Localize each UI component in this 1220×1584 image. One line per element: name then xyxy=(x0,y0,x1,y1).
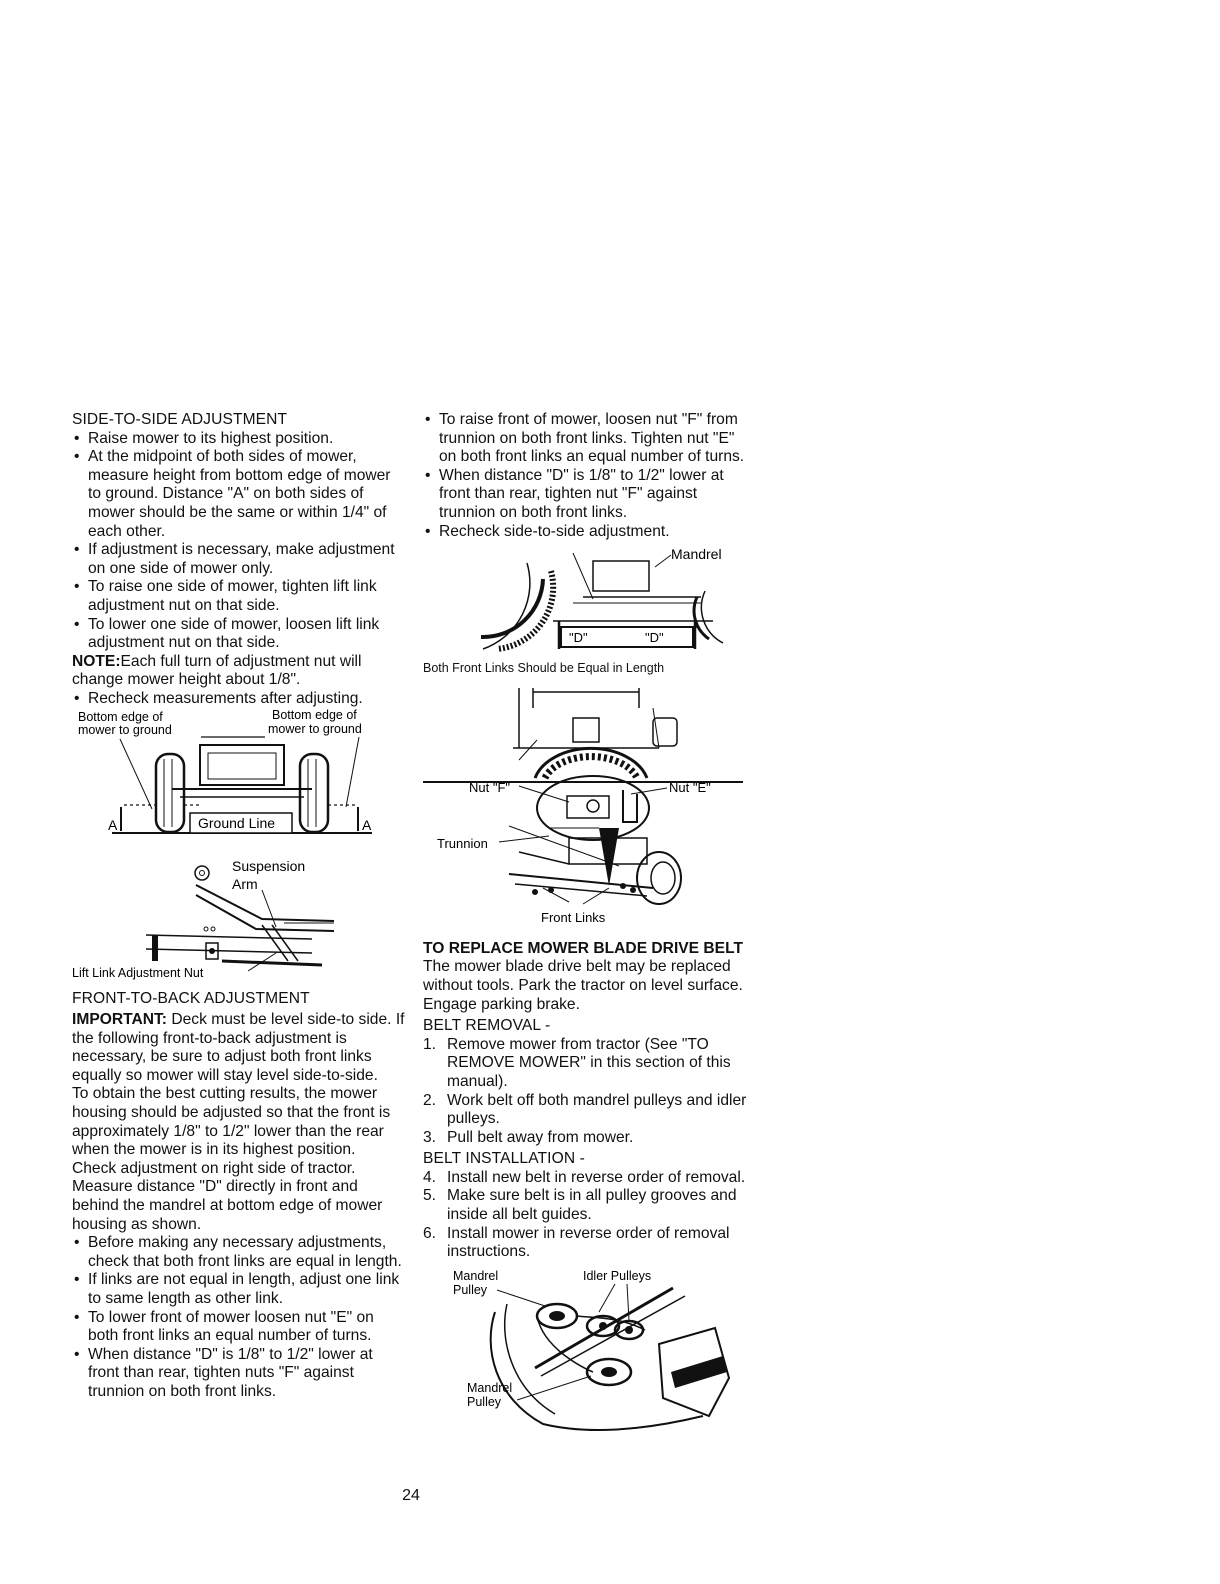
side-to-side-list xyxy=(72,430,407,653)
fig1-label-left-2: mower to ground xyxy=(78,722,172,737)
fig1-label-left-1: Bottom edge of xyxy=(78,709,163,724)
equal-links-caption: Both Front Links Should be Equal in Length xyxy=(423,661,665,676)
fig1-label-right-2: mower to ground xyxy=(268,721,362,736)
side-to-side-heading: SIDE-TO-SIDE ADJUSTMENT xyxy=(72,411,288,428)
nut-e-label: Nut "E" xyxy=(669,779,711,795)
check-adjustment-paragraph: Check adjustment on right side of tractor. Measure distance "D" directly in front and behind the mandrel at bottom edge of mower housing as shown. xyxy=(72,1159,383,1233)
list-item: • Before making any necessary adjustments, check that both front links are equal in length. xyxy=(72,1234,407,1271)
mandrel-pulley-top-label-2: Pulley xyxy=(453,1282,488,1297)
list-item: • If links are not equal in length, adjust one link to same length as other link. xyxy=(72,1271,407,1308)
list-item: 5. Make sure belt is in all pulley grooves and inside all belt guides. xyxy=(423,1187,737,1224)
front-links-figure xyxy=(423,678,753,954)
note-text: Each full turn of adjustment nut will change mower height about 1/8". xyxy=(72,652,362,689)
ground-line-label: Ground Line xyxy=(198,814,276,831)
important-text: Deck must be level side-to side. If the following front-to-back adjustment is necessary, be sure to adjust both front links equally so mower will stay level side-to-side. xyxy=(72,1011,405,1084)
list-item: • Raise mower to its highest position. xyxy=(72,430,407,449)
replace-belt-heading: TO REPLACE MOWER BLADE DRIVE BELT xyxy=(423,939,743,957)
suspension-arm-figure xyxy=(72,857,407,982)
fig1-label-right-1: Bottom edge of xyxy=(272,708,357,722)
mandrel-distance-figure xyxy=(423,541,753,659)
list-item: 2. Work belt off both mandrel pulleys and idler pulleys. xyxy=(423,1091,747,1128)
front-links-label: Front Links xyxy=(541,909,606,925)
note-label: NOTE: xyxy=(72,652,121,670)
list-item: 4. Install new belt in reverse order of removal. xyxy=(423,1168,746,1186)
suspension-arm-label-1: Suspension xyxy=(232,857,306,874)
list-item: 6. Install mower in reverse order of removal instructions. xyxy=(423,1224,730,1261)
mandrel-pulley-bottom-label-1: Mandrel xyxy=(467,1380,513,1395)
list-item: • At the midpoint of both sides of mower, measure height from bottom edge of mower to ground. Distance "A" on both sides of mower should be the same or within 1/4" of each other. xyxy=(72,448,407,541)
page-number: 24 xyxy=(402,1487,420,1504)
list-item: • If adjustment is necessary, make adjustment on one side of mower only. xyxy=(72,541,407,578)
belt-removal-heading: BELT REMOVAL - xyxy=(423,1017,551,1035)
d-label-right: "D" xyxy=(645,630,664,646)
belt-removal-list xyxy=(423,1036,753,1148)
list-item: • To raise front of mower, loosen nut "F" from trunnion on both front links. Tighten nut "E" on both front links an equal number of turns. xyxy=(423,411,753,467)
belt-intro-paragraph: The mower blade drive belt may be replaced without tools. Park the tractor on level surface. Engage parking brake. xyxy=(423,958,743,1013)
note-paragraph xyxy=(72,653,407,690)
important-paragraph xyxy=(72,1011,407,1085)
trunnion-label: Trunnion xyxy=(437,835,488,851)
lift-link-label: Lift Link Adjustment Nut xyxy=(72,965,204,980)
best-results-paragraph: To obtain the best cutting results, the mower housing should be adjusted so that the front is approximately 1/8" to 1/2" lower than the rear when the mower is in its highest position. xyxy=(72,1085,391,1159)
list-item: • Recheck measurements after adjusting. xyxy=(72,690,407,709)
mandrel-pulley-top-label-1: Mandrel xyxy=(453,1268,499,1283)
recheck-list xyxy=(72,690,407,709)
idler-pulleys-label: Idler Pulleys xyxy=(583,1268,652,1283)
list-item: • To raise one side of mower, tighten lift link adjustment nut on that side. xyxy=(72,578,407,615)
list-item: 3. Pull belt away from mower. xyxy=(423,1128,634,1146)
list-item: 1. Remove mower from tractor (See "TO REMOVE MOWER" in this section of this manual). xyxy=(423,1035,731,1090)
mandrel-label: Mandrel xyxy=(671,546,722,563)
a-label-left: A xyxy=(108,816,118,833)
important-label: IMPORTANT: xyxy=(72,1011,167,1029)
right-column xyxy=(423,411,753,1438)
a-label-right: A xyxy=(362,816,372,833)
list-item: • To lower one side of mower, loosen lift link adjustment nut on that side. xyxy=(72,616,407,653)
list-item: • When distance "D" is 1/8" to 1/2" lower at front than rear, tighten nut "F" against trunnion on both front links. xyxy=(423,467,753,523)
left-column xyxy=(72,411,407,1402)
belt-installation-heading: BELT INSTALLATION - xyxy=(423,1150,585,1168)
list-item: • When distance "D" is 1/8" to 1/2" lower at front than rear, tighten nuts "F" against trunnion on both front links. xyxy=(72,1346,407,1402)
suspension-arm-label-2: Arm xyxy=(232,875,258,892)
nut-f-label: Nut "F" xyxy=(469,779,511,795)
mandrel-pulley-bottom-label-2: Pulley xyxy=(467,1394,502,1409)
d-label-left: "D" xyxy=(569,630,588,646)
front-to-back-heading: FRONT-TO-BACK ADJUSTMENT xyxy=(72,989,310,1007)
list-item: • To lower front of mower loosen nut "E" on both front links an equal number of turns. xyxy=(72,1309,407,1346)
list-item: • Recheck side-to-side adjustment. xyxy=(423,523,753,542)
belt-installation-list xyxy=(423,1169,753,1262)
front-to-back-list xyxy=(72,1234,407,1401)
raise-front-list xyxy=(423,411,753,541)
ground-line-figure xyxy=(72,709,407,857)
pulleys-figure xyxy=(423,1268,753,1438)
